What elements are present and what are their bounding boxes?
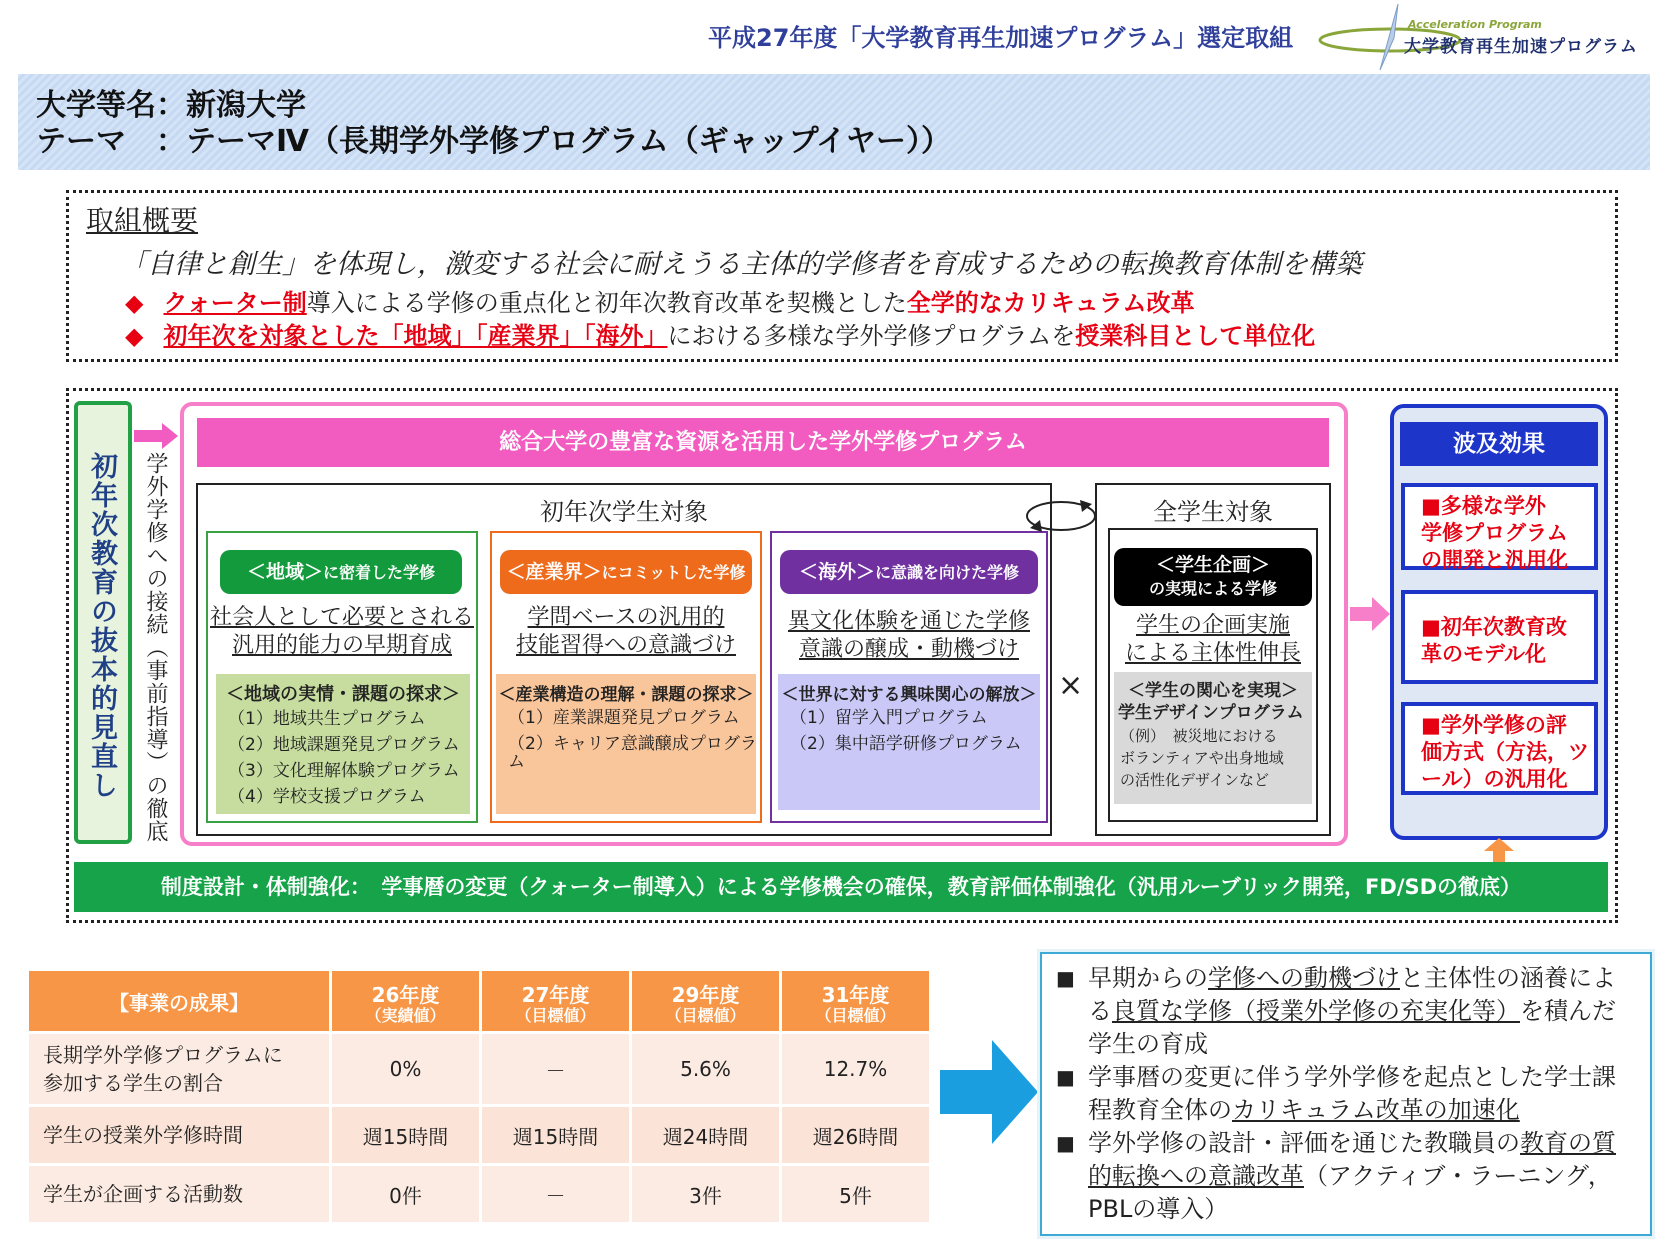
region-subtitle-2: 汎用的能力の早期育成 <box>231 633 452 658</box>
table-row <box>29 1034 929 1104</box>
cycle-arrows-icon <box>1022 494 1100 538</box>
table-header-year: 31年度 （目標値） <box>782 971 929 1031</box>
overview-statement: 「自律と創生」を体現し，激変する社会に耐えうる主体的学修者を育成するための転換教育体制を構築 <box>120 249 1362 280</box>
theme-line: テーマ ：テーマⅣ（長期学外学修プログラム（ギャップイヤー）） <box>36 124 951 159</box>
diamond-icon: ◆ <box>125 322 144 350</box>
table-cell: 3件 <box>632 1166 779 1222</box>
arrow-right-icon <box>1350 597 1390 631</box>
table-header-row <box>29 971 929 1031</box>
student-plan-subtitle-2: による主体性伸長 <box>1124 641 1301 666</box>
university-name: 大学等名：新潟大学 <box>36 88 306 123</box>
first-year-reform-label: 初年次教育の抜本的見直し <box>86 452 117 800</box>
table-cell: 5.6% <box>632 1034 779 1104</box>
industry-subtitle-2: 技能習得への意識づけ <box>515 633 736 658</box>
arrow-right-icon <box>134 423 178 449</box>
outcome-item-3: ■ 学外学修の設計・評価を通じた教職員の教育の質的転換への意識改革（アクティブ・ラーニング，PBLの導入） <box>1056 1129 1616 1223</box>
overseas-subtitle-2: 意識の醸成・動機づけ <box>798 637 1019 662</box>
table-cell: 週24時間 <box>632 1107 779 1163</box>
industry-subtitle-1: 学問ベースの汎用的 <box>527 605 725 630</box>
table-header-year: 29年度 （目標値） <box>632 971 779 1031</box>
program-banner: 総合大学の豊富な資源を活用した学外学修プログラム <box>197 418 1329 467</box>
table-row-label: 学生の授業外学修時間 <box>29 1107 329 1163</box>
table-cell: 0件 <box>332 1166 479 1222</box>
overseas-inner: ＜世界に対する興味関心の解放＞ （1）留学入門プログラム （2）集中語学研修プログラム <box>778 674 1040 810</box>
table-row <box>29 1166 929 1222</box>
results-table <box>26 968 932 1225</box>
table-cell: 0% <box>332 1034 479 1104</box>
first-year-title: 初年次学生対象 <box>540 498 708 526</box>
table-row-label: 学生が企画する活動数 <box>29 1166 329 1222</box>
overseas-subtitle-1: 異文化体験を通じた学修 <box>787 609 1030 634</box>
region-inner: ＜地域の実情・課題の探求＞ （1）地域共生プログラム （2）地域課題発見プログラム （3）文化理解体験プログラム （4）学校支援プログラム <box>216 674 470 814</box>
region-pill: ＜地域＞に密着した学修 <box>220 550 462 594</box>
ripple-item-2: ■初年次教育改 革のモデル化 <box>1401 590 1598 684</box>
ripple-effects-title: 波及効果 <box>1400 422 1598 466</box>
table-header-label: 【事業の成果】 <box>29 971 329 1031</box>
table-cell: － <box>482 1166 629 1222</box>
student-plan-subtitle-1: 学生の企画実施 <box>1135 613 1290 638</box>
all-students-title: 全学生対象 <box>1153 498 1273 526</box>
table-cell: － <box>482 1034 629 1104</box>
table-cell: 5件 <box>782 1166 929 1222</box>
student-plan-pill: ＜学生企画＞ の実現による学修 <box>1114 548 1312 606</box>
table-cell: 週26時間 <box>782 1107 929 1163</box>
industry-inner: ＜産業構造の理解・課題の探求＞ （1）産業課題発見プログラム （2）キャリア意識醸成プログラ ム <box>496 674 756 814</box>
big-arrow-right-icon <box>940 1040 1038 1144</box>
table-row-label: 長期学外学修プログラムに 参加する学生の割合 <box>29 1034 329 1104</box>
industry-pill: ＜産業界＞にコミットした学修 <box>500 550 752 594</box>
table-cell: 週15時間 <box>332 1107 479 1163</box>
outcome-item-1: ■ 早期からの学修への動機づけと主体性の涵養による良質な学修（授業外学修の充実化等）を積んだ学生の育成 <box>1056 964 1616 1058</box>
overview-bullet-1: ◆ クォーター制導入による学修の重点化と初年次教育改革を契機とした全学的なカリキュラム改革 <box>125 289 1195 317</box>
square-bullet-icon: ■ <box>1056 966 1075 990</box>
table-cell: 12.7% <box>782 1034 929 1104</box>
diamond-icon: ◆ <box>125 289 144 317</box>
university-banner <box>18 74 1650 170</box>
logo-subtitle: Acceleration Program <box>1408 18 1542 31</box>
table-header-year: 26年度 （実績値） <box>332 971 479 1031</box>
logo-name: 大学教育再生加速プログラム <box>1404 37 1638 57</box>
ripple-item-3: ■学外学修の評 価方式（方法，ツ ール）の汎用化 <box>1401 702 1598 795</box>
ripple-item-1: ■多様な学外 学修プログラム の開発と汎用化 <box>1401 483 1598 570</box>
region-subtitle-1: 社会人として必要とされる <box>209 605 474 630</box>
times-sign: × <box>1058 668 1084 703</box>
square-bullet-icon: ■ <box>1056 1131 1075 1155</box>
overview-heading: 取組概要 <box>86 204 199 237</box>
square-bullet-icon: ■ <box>1056 1065 1075 1089</box>
program-title: 平成27年度「大学教育再生加速プログラム」選定取組 <box>708 24 1294 52</box>
student-plan-inner: ＜学生の関心を実現＞ 学生デザインプログラム （例） 被災地における ボランティアや出身地域 の活性化デザインなど <box>1114 672 1312 804</box>
overview-bullet-2: ◆ 初年次を対象とした「地域」「産業界」「海外」における多様な学外学修プログラムを授業科目として単位化 <box>125 322 1316 350</box>
connection-label: 学外学修への接続（事前指導）の徹底 <box>143 452 168 843</box>
system-design-bar: 制度設計・体制強化： 学事暦の変更（クォーター制導入）による学修機会の確保，教育評価体制強化（汎用ルーブリック開発，FD/SDの徹底） <box>74 862 1608 912</box>
table-row <box>29 1107 929 1163</box>
outcome-item-2: ■ 学事暦の変更に伴う学外学修を起点とした学士課程教育全体のカリキュラム改革の加速化 <box>1056 1063 1616 1124</box>
table-cell: 週15時間 <box>482 1107 629 1163</box>
table-header-year: 27年度 （目標値） <box>482 971 629 1031</box>
overseas-pill: ＜海外＞に意識を向けた学修 <box>780 550 1038 594</box>
